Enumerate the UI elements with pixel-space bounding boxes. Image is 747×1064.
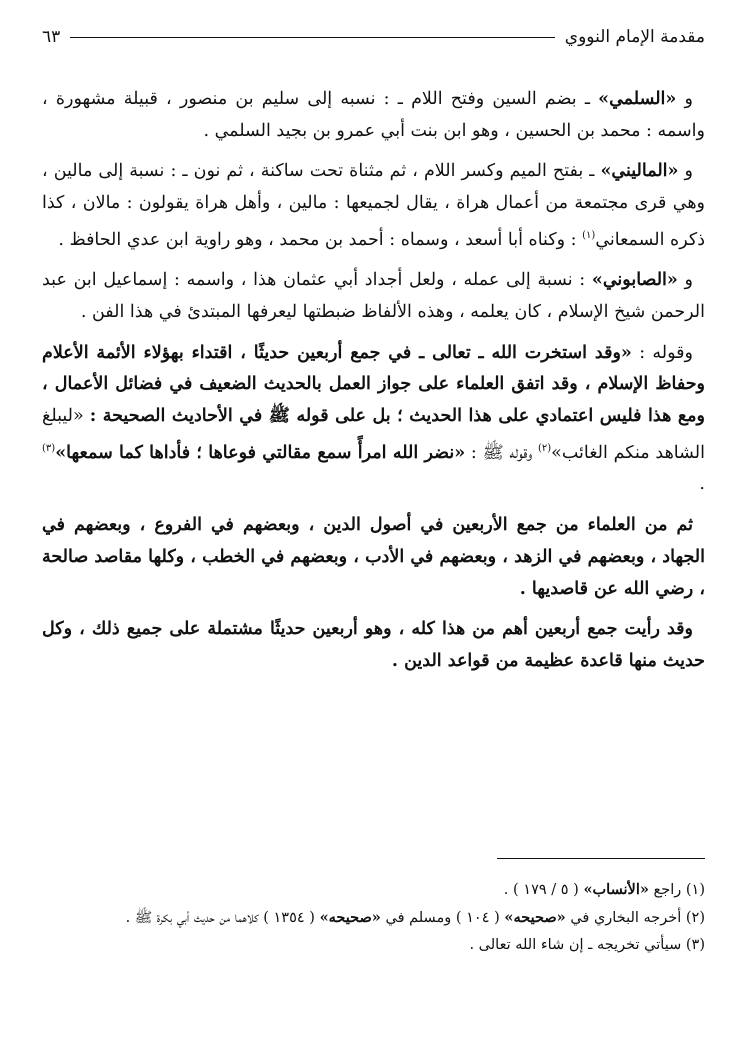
quote-middle: وقوله ﷺ : [470, 442, 533, 463]
paragraph-text: : وكناه أبا أسعد ، وسماه : أحمد بن محمد ، وهو راوية ابن عدي الحافظ . [58, 229, 577, 250]
paragraph-text: ـ بفتح الميم وكسر اللام ، ثم مثناة تحت ساكنة ، ثم نون ـ : نسبة إلى مالين ، وهي قرى مجتمعة من أعمال هراة ، يقال لجميعها : مالين ، وأهل هراة يقولون : مالان ، كذا ذكره السمعاني [42, 161, 705, 250]
hadith-quote-2: «نضر الله امرأً سمع مقالتي فوعاها ؛ فأداها كما سمعها» [55, 442, 466, 463]
quote-lead: وقوله : [639, 342, 693, 363]
term-sulami: «السلمي» [598, 89, 677, 109]
paragraph-text: وقد رأيت جمع أربعين أهم من هذا كله ، وهو أربعين حديثًا مشتملة على جميع ذلك ، وكل حديث منها قاعدة عظيمة من قواعد الدين . [42, 619, 705, 671]
footnote-3 [42, 932, 705, 959]
hadith-quote-1: «ليبلغ الشاهد منكم الغائب» [42, 406, 705, 463]
quote-end: . [699, 474, 705, 495]
book-title: «صحيحه» [319, 909, 381, 926]
book-title: «صحيحه» [504, 909, 566, 926]
paragraph-quote [42, 338, 705, 501]
footnote-number: (٣) [685, 937, 705, 953]
header-rule [70, 37, 555, 38]
footnote-number: (١) [685, 882, 705, 898]
footnote-2 [42, 904, 705, 932]
footnote-ref-2[interactable]: (٢) [537, 442, 552, 454]
footnote-separator [497, 858, 705, 859]
running-title: مقدمة الإمام النووي [564, 27, 705, 47]
footnote-text: ( ٥ / ١٧٩ ) . [503, 882, 579, 898]
footnote-text: ( ١٠٤ ) ومسلم في [385, 910, 500, 926]
paragraph-text: ـ بضم السين وفتح اللام ـ : نسبه إلى سليم بن منصور ، قبيلة مشهورة ، واسمه : محمد بن الحسين ، وهو ابن بنت أبي عمرو بن بجيد السلمي . [42, 89, 705, 141]
footnote-text: راجع [653, 882, 682, 898]
paragraph-malini: و «الماليني» ـ بفتح الميم وكسر اللام ، ثم مثناة تحت ساكنة ، ثم نون ـ : نسبة إلى مالين ، وهي قرى مجتمعة من أعمال هراة ، يقال لجميعها : مالين ، وأهل هراة يقولون : مالان ، كذا ذكره السمعاني$^{(١)}$ : وكناه أبا أسعد ، وسماه : أحمد بن محمد ، وهو راوية ابن عدي الحافظ . [42, 161, 705, 250]
footnote-text: ( ١٣٥٤ ) كلاهما من حديث أبي بكرة ﷺ . [125, 910, 315, 926]
paragraph-sulami: و «السلمي» ـ بضم السين وفتح اللام ـ : نسبه إلى سليم بن منصور ، قبيلة مشهورة ، واسمه : محمد بن الحسين ، وهو ابن بنت أبي عمرو بن بجيد السلمي . [42, 89, 705, 141]
footnote-text: أخرجه البخاري في [570, 910, 682, 926]
page-number: ٦٣ [42, 27, 61, 47]
footnotes [42, 876, 705, 959]
main-text [42, 84, 705, 687]
paragraph-conclusion [42, 614, 705, 677]
paragraph-collections [42, 510, 705, 605]
footnote-number: (٢) [685, 910, 705, 926]
footnote-1 [42, 876, 705, 904]
footnote-ref-3[interactable]: (٣) [42, 442, 56, 454]
paragraph-text: ثم من العلماء من جمع الأربعين في أصول الدين ، وبعضهم في الفروع ، وبعضهم في الجهاد ، وبعضهم في الزهد ، وبعضهم في الأدب ، وبعضهم في الخطب ، وكلها مقاصد صالحة ، رضي الله عن قاصديها . [42, 515, 705, 599]
paragraph-text: : نسبة إلى عمله ، ولعل أجداد أبي عثمان هذا ، واسمه : إسماعيل ابن عبد الرحمن شيخ الإسلام ، كان يعلمه ، وهذه الألفاظ ضبطتها ليعرفها المبتدئ في هذا الفن . [42, 270, 705, 323]
term-sabuni: «الصابوني» [591, 270, 678, 291]
running-header [42, 22, 705, 52]
footnote-text: سيأتي تخريجه ـ إن شاء الله تعالى . [469, 937, 682, 953]
footnote-ref-1[interactable]: (١) [582, 229, 596, 241]
paragraph-sabuni: و «الصابوني» : نسبة إلى عمله ، ولعل أجداد أبي عثمان هذا ، واسمه : إسماعيل ابن عبد الرحمن شيخ الإسلام ، كان يعلمه ، وهذه الألفاظ ضبطتها ليعرفها المبتدئ في هذا الفن . [42, 270, 705, 323]
term-malini: «الماليني» [600, 161, 679, 182]
quoted-text: «وقد استخرت الله ـ تعالى ـ في جمع أربعين حديثًا ، اقتداء بهؤلاء الأئمة الأعلام وحفاظ الإسلام ، وقد اتفق العلماء على جواز العمل بالحديث الضعيف في فضائل الأعمال ، ومع هذا فليس اعتمادي على هذا الحديث ؛ بل على قوله ﷺ في الأحاديث الصحيحة : [42, 342, 705, 427]
book-title: «الأنساب» [583, 881, 649, 898]
